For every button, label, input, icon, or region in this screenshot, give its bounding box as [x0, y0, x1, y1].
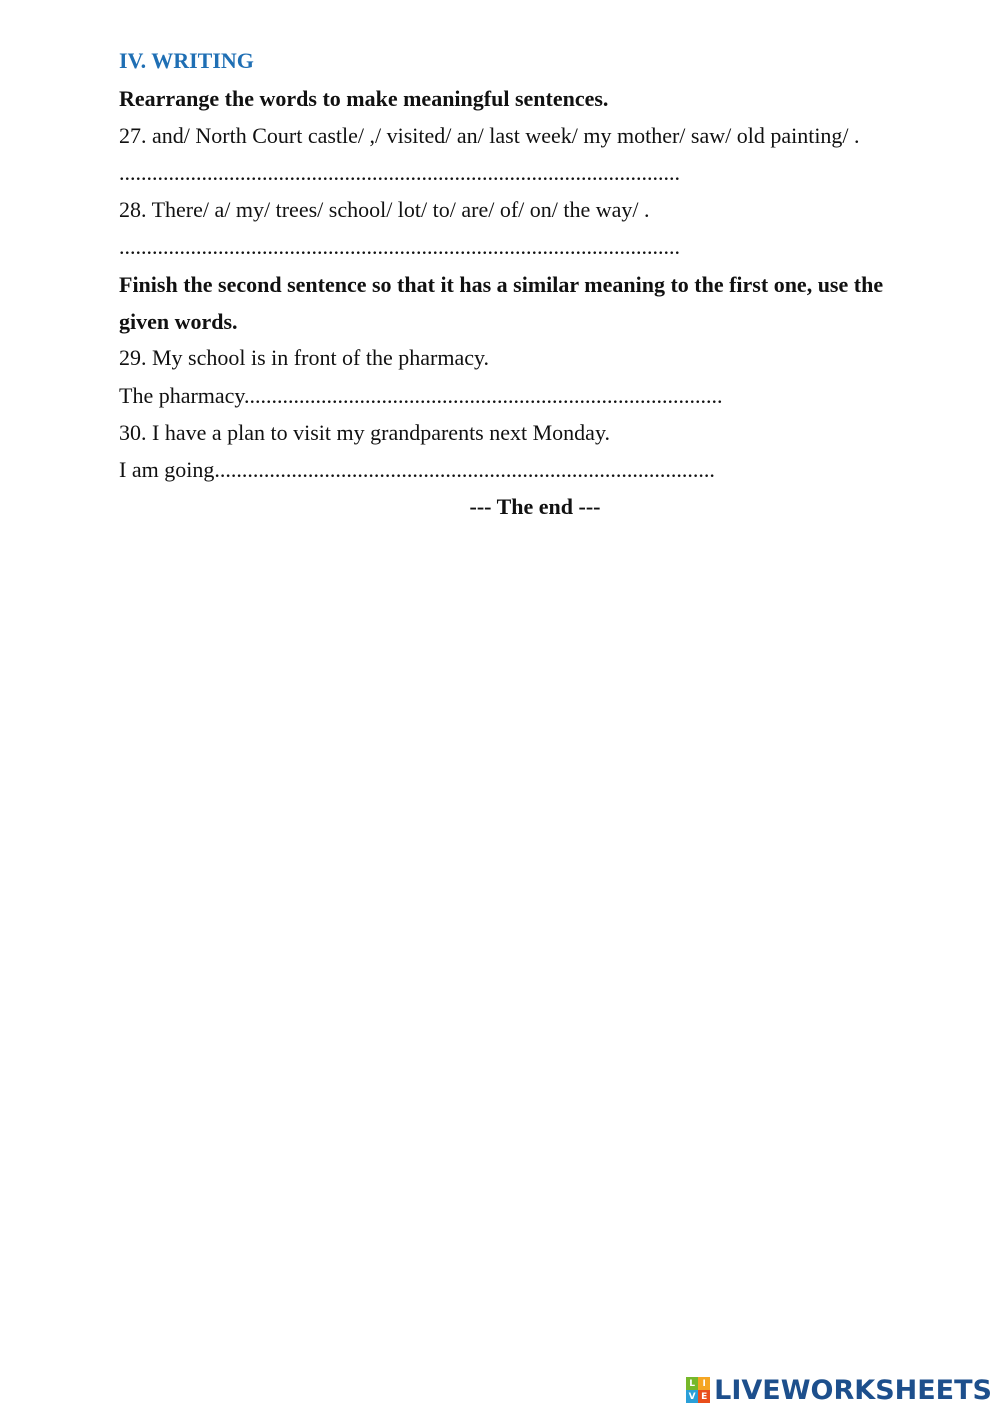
question-28-prompt: 28. There/ a/ my/ trees/ school/ lot/ to/ are/ of/ on/ the way/ .	[119, 197, 650, 222]
question-30-answer-line[interactable]: I am going...........................................................................................	[119, 457, 715, 482]
question-27-answer-line[interactable]: ......................................................................................................	[119, 160, 680, 185]
rewrite-instruction-line1: Finish the second sentence so that it has a similar meaning to the first one, use the	[119, 272, 884, 297]
rearrange-instruction: Rearrange the words to make meaningful sentences.	[119, 86, 609, 111]
question-29-prompt: 29. My school is in front of the pharmacy.	[119, 345, 490, 370]
the-end-text: --- The end ---	[469, 494, 601, 519]
rewrite-instruction-line2: given words.	[119, 309, 238, 334]
question-30-prompt: 30. I have a plan to visit my grandparents next Monday.	[119, 420, 611, 445]
liveworksheets-logo-icon: L I V E	[686, 1377, 710, 1403]
question-27-prompt: 27. and/ North Court castle/ ,/ visited/ an/ last week/ my mother/ saw/ old painting/ .	[119, 123, 860, 148]
section-title: IV. WRITING	[119, 48, 254, 73]
liveworksheets-logo-text: LIVEWORKSHEETS	[714, 1374, 992, 1406]
question-29-answer-line[interactable]: The pharmacy.......................................................................................	[119, 383, 723, 408]
question-28-answer-line[interactable]: ......................................................................................................	[119, 234, 680, 259]
liveworksheets-logo	[686, 1375, 992, 1405]
